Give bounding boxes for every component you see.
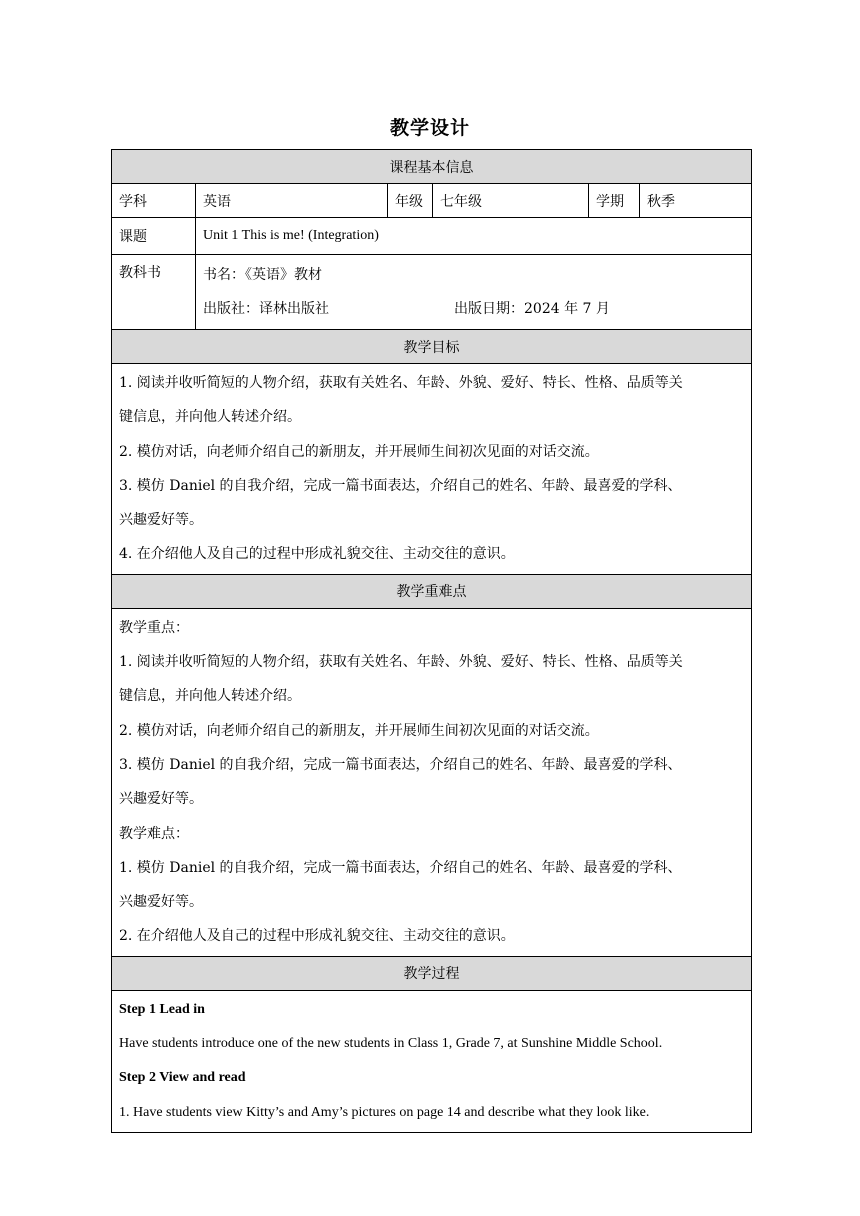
topic-value: Unit 1 This is me! (Integration) bbox=[196, 218, 752, 255]
objective-line: 4. 在介绍他人及自己的过程中形成礼貌交往、主动交往的意识。 bbox=[119, 546, 515, 563]
objective-line: 键信息，并向他人转述介绍。 bbox=[119, 409, 301, 426]
subject-value: 英语 bbox=[196, 184, 388, 218]
publisher: 出版社：译林出版社 bbox=[203, 301, 329, 317]
key-point-line: 教学难点： bbox=[119, 825, 189, 842]
grade-label: 年级 bbox=[388, 184, 433, 218]
term-label: 学期 bbox=[589, 184, 640, 218]
objective-line: 1. 阅读并收听简短的人物介绍，获取有关姓名、年龄、外貌、爱好、特长、性格、品质等关 bbox=[119, 375, 683, 391]
textbook-label: 教科书 bbox=[112, 255, 196, 330]
page-title: 教学设计 bbox=[389, 117, 470, 139]
objective-line: 2. 模仿对话，向老师介绍自己的新朋友，并开展师生间初次见面的对话交流。 bbox=[119, 443, 599, 460]
process-header-row bbox=[112, 956, 752, 990]
key-point-line: 1. 模仿 Daniel 的自我介绍，完成一篇书面表达，介绍自己的姓名、年龄、最喜爱的学科、 bbox=[119, 859, 682, 876]
step-2-title: Step 2 View and read bbox=[119, 1070, 246, 1086]
step-1-text: Have students introduce one of the new students in Class 1, Grade 7, at Sunshine Middle School. bbox=[119, 1036, 663, 1052]
key-point-line: 3. 模仿 Daniel 的自我介绍，完成一篇书面表达，介绍自己的姓名、年龄、最喜爱的学科、 bbox=[119, 756, 682, 773]
key-points-body bbox=[112, 608, 752, 956]
topic-label: 课题 bbox=[112, 218, 196, 255]
basic-info-header-row bbox=[112, 150, 752, 184]
objective-line: 兴趣爱好等。 bbox=[119, 512, 203, 529]
objectives-row bbox=[112, 364, 752, 575]
publisher-line bbox=[203, 292, 744, 326]
key-point-line: 兴趣爱好等。 bbox=[119, 894, 203, 911]
key-point-line: 1. 阅读并收听简短的人物介绍，获取有关姓名、年龄、外貌、爱好、特长、性格、品质等关 bbox=[119, 654, 683, 671]
objective-line: 3. 模仿 Daniel 的自我介绍，完成一篇书面表达，介绍自己的姓名、年龄、最喜爱的学科、 bbox=[119, 477, 682, 494]
publish-date: 出版日期：2024 年 7 月 bbox=[454, 301, 610, 317]
key-point-line: 键信息，并向他人转述介绍。 bbox=[119, 688, 301, 705]
step-2-text: 1. Have students view Kitty’s and Amy’s pictures on page 14 and describe what they look like. bbox=[119, 1104, 650, 1120]
objectives-body bbox=[112, 364, 752, 575]
key-points-header-row bbox=[112, 574, 752, 608]
topic-row bbox=[112, 218, 752, 255]
textbook-row bbox=[112, 255, 752, 330]
key-point-line: 兴趣爱好等。 bbox=[119, 791, 203, 808]
process-row bbox=[112, 990, 752, 1132]
key-point-line: 2. 模仿对话，向老师介绍自己的新朋友，并开展师生间初次见面的对话交流。 bbox=[119, 722, 599, 739]
key-points-header: 教学重难点 bbox=[112, 574, 752, 608]
objectives-header-row bbox=[112, 330, 752, 364]
subject-label: 学科 bbox=[112, 184, 196, 218]
key-point-line: 2. 在介绍他人及自己的过程中形成礼貌交往、主动交往的意识。 bbox=[119, 928, 515, 945]
step-1-title: Step 1 Lead in bbox=[119, 1001, 205, 1017]
lesson-plan-table bbox=[111, 149, 752, 1133]
textbook-info bbox=[196, 255, 752, 330]
process-body bbox=[112, 990, 752, 1132]
basic-info-header: 课程基本信息 bbox=[112, 150, 752, 184]
objectives-header: 教学目标 bbox=[112, 330, 752, 364]
grade-value: 七年级 bbox=[433, 184, 589, 218]
subject-row bbox=[112, 184, 752, 218]
key-points-row bbox=[112, 608, 752, 956]
process-header: 教学过程 bbox=[112, 956, 752, 990]
term-value: 秋季 bbox=[640, 184, 752, 218]
book-name: 书名：《英语》教材 bbox=[203, 267, 322, 283]
key-point-line: 教学重点： bbox=[119, 619, 189, 636]
